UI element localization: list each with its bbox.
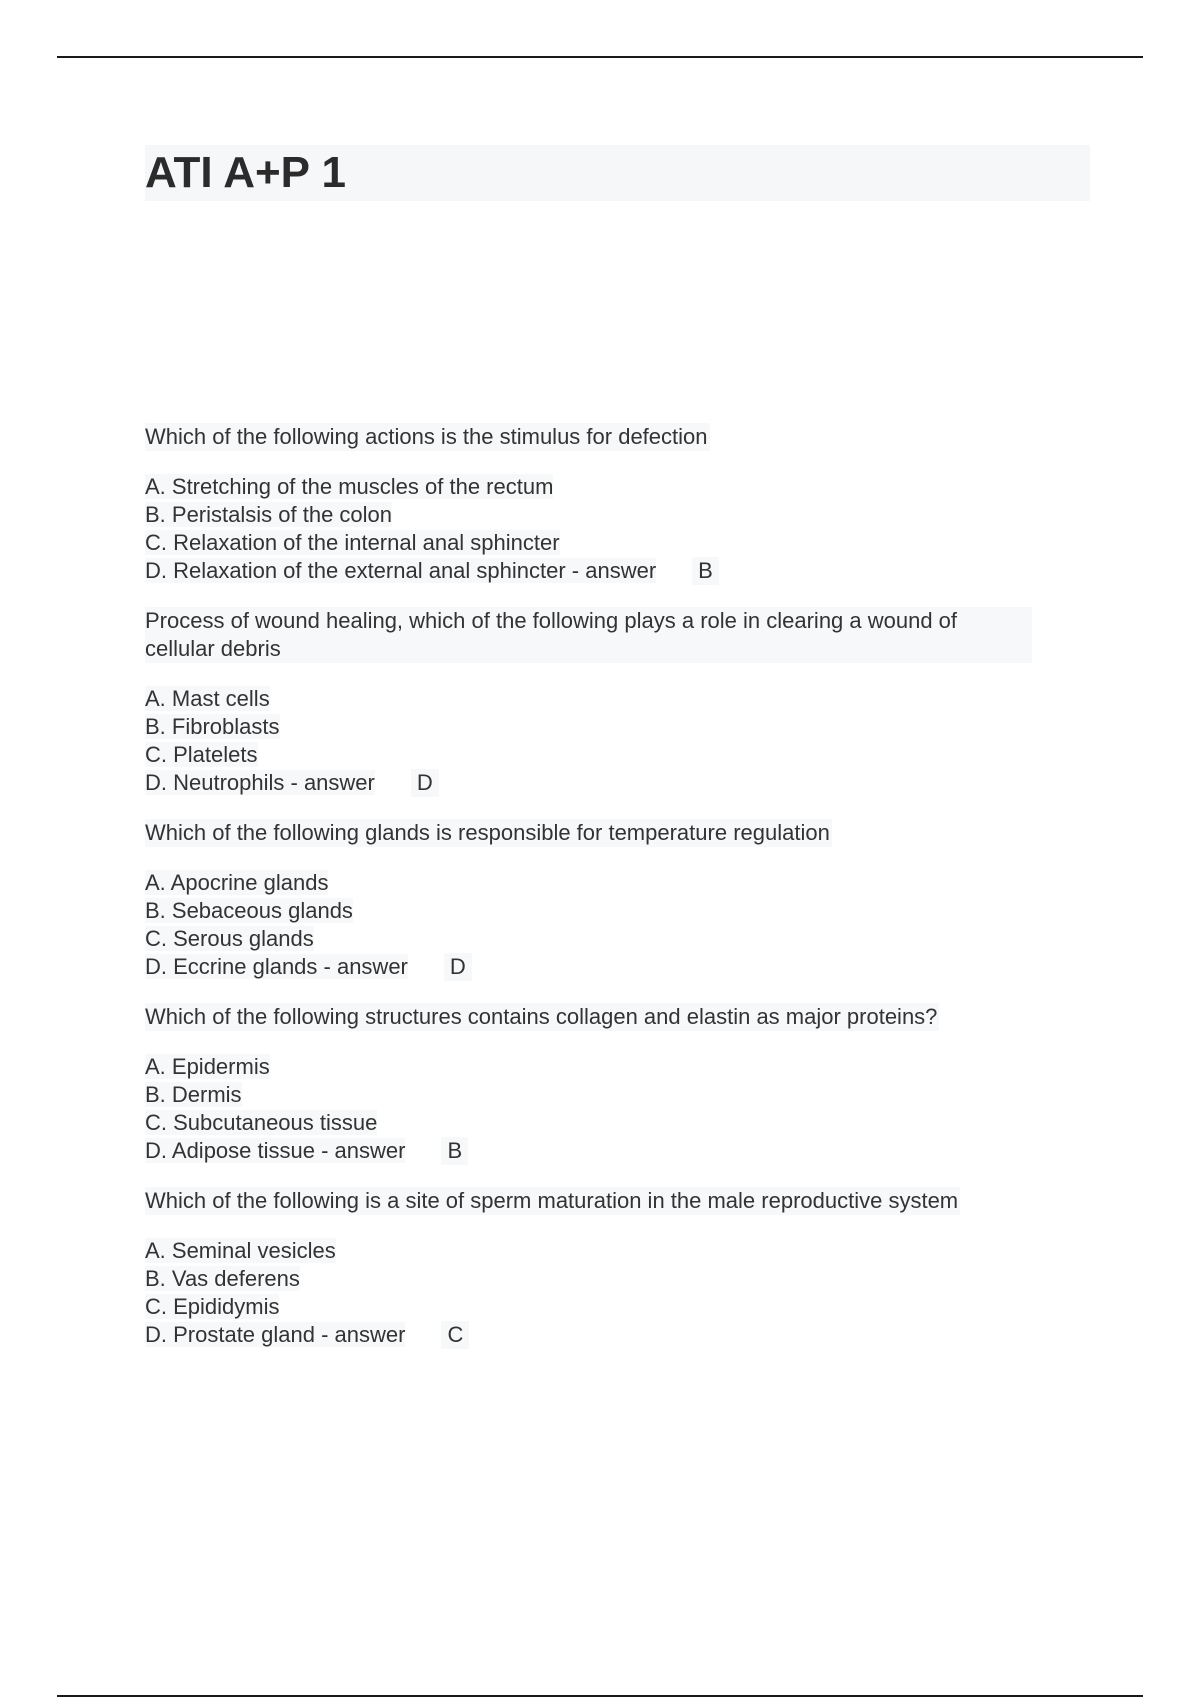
question-block: [145, 607, 1045, 797]
option-item: [145, 953, 1045, 981]
option-item: [145, 1293, 1045, 1321]
option-text: D. Adipose tissue - answer: [145, 1138, 406, 1163]
question-prompt: Which of the following glands is responsible for temperature regulation: [145, 820, 830, 845]
option-list: [145, 1053, 1045, 1165]
option-item: [145, 1109, 1045, 1137]
option-item: [145, 1081, 1045, 1109]
option-item: [145, 473, 1045, 501]
option-text: B. Sebaceous glands: [145, 898, 353, 923]
option-item: [145, 1321, 1045, 1349]
option-item: [145, 925, 1045, 953]
option-item: [145, 897, 1045, 925]
option-item: [145, 1137, 1045, 1165]
bottom-rule: [57, 1695, 1143, 1697]
answer-letter: B: [692, 557, 719, 585]
answer-letter: D: [444, 953, 472, 981]
question-block: [145, 1003, 1045, 1165]
option-item: [145, 1053, 1045, 1081]
question-list: [145, 423, 1045, 1371]
page-title: ATI A+P 1: [145, 148, 346, 197]
option-text: B. Vas deferens: [145, 1266, 300, 1291]
option-text: A. Apocrine glands: [145, 870, 329, 895]
option-item: [145, 869, 1045, 897]
question-prompt: Which of the following structures contains collagen and elastin as major proteins?: [145, 1004, 938, 1029]
option-text: A. Epidermis: [145, 1054, 270, 1079]
option-text: C. Serous glands: [145, 926, 314, 951]
answer-letter: B: [441, 1137, 468, 1165]
option-text: D. Prostate gland - answer: [145, 1322, 406, 1347]
option-text: C. Relaxation of the internal anal sphincter: [145, 530, 560, 555]
option-item: [145, 557, 1045, 585]
question-prompt: Which of the following is a site of sperm maturation in the male reproductive system: [145, 1188, 959, 1213]
question-prompt: Which of the following actions is the stimulus for defection: [145, 424, 708, 449]
option-list: [145, 685, 1045, 797]
question-block: [145, 423, 1045, 585]
option-text: B. Fibroblasts: [145, 714, 280, 739]
option-text: C. Platelets: [145, 742, 258, 767]
question-block: [145, 819, 1045, 981]
option-list: [145, 869, 1045, 981]
option-text: B. Peristalsis of the colon: [145, 502, 393, 527]
option-text: B. Dermis: [145, 1082, 242, 1107]
option-item: [145, 1265, 1045, 1293]
option-text: A. Seminal vesicles: [145, 1238, 336, 1263]
top-rule: [57, 56, 1143, 58]
answer-letter: D: [411, 769, 439, 797]
option-item: [145, 769, 1045, 797]
question-prompt: Process of wound healing, which of the following plays a role in clearing a wound of cellular debris: [145, 607, 1032, 663]
option-text: D. Relaxation of the external anal sphincter - answer: [145, 558, 657, 583]
option-item: [145, 529, 1045, 557]
option-item: [145, 713, 1045, 741]
answer-letter: C: [441, 1321, 469, 1349]
option-list: [145, 473, 1045, 585]
option-item: [145, 741, 1045, 769]
option-list: [145, 1237, 1045, 1349]
option-text: D. Neutrophils - answer: [145, 770, 375, 795]
option-text: C. Subcutaneous tissue: [145, 1110, 378, 1135]
option-text: D. Eccrine glands - answer: [145, 954, 408, 979]
option-item: [145, 685, 1045, 713]
option-text: C. Epididymis: [145, 1294, 280, 1319]
option-text: A. Stretching of the muscles of the rectum: [145, 474, 554, 499]
question-block: [145, 1187, 1045, 1349]
option-item: [145, 501, 1045, 529]
option-text: A. Mast cells: [145, 686, 270, 711]
option-item: [145, 1237, 1045, 1265]
